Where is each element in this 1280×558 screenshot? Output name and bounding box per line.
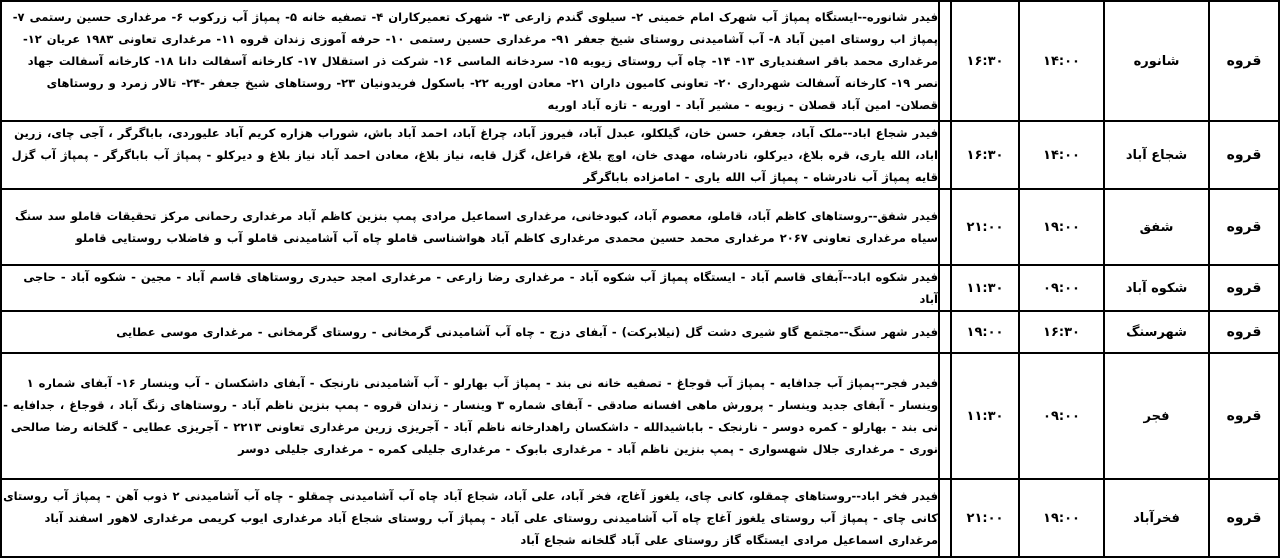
affected-areas-cell: فیدر فجر--پمپاژ آب جدافایه - پمپاژ آب قوجاغ - تصفیه خانه نی بند - پمپاژ آب بهارلو - آب آشامیدنی نارنجک - آبفای داشکسان - آب وینسار ۱۶- آبفای شماره ۱ وینسار - آبفای جدید وینسار - پرورش ماهی افسانه صادقی - آبفای شماره ۳ وینسار - زندان قروه - پمپ بنزین ناظم آباد - روستاهای زنگ آباد ، قوجاغ ، جدافایه - نی بند - بهارلو - کمره دوسر - نارنجک - باباشیدالله - داشکسان راهدارخانه ناظم آباد - آجریزی زرین مرغداری تعاونی ۲۲۱۳ - آجریزی عطایی - گلخانه رضا صالحی نوری - مرغداری جلال شهسواری - پمپ بنزین ناظم آباد - مرغداری بابوک - مرغداری جلیلی کمره - مرغداری جلیلی دوسر (1, 353, 939, 479)
start-time-cell: ۰۹:۰۰ (1019, 265, 1104, 311)
feeder-cell: فخرآباد (1104, 479, 1209, 557)
end-time-cell: ۱۶:۳۰ (951, 1, 1019, 121)
table-row (1, 1, 1279, 121)
spacer-cell (939, 353, 951, 479)
start-time-cell: ۱۴:۰۰ (1019, 121, 1104, 189)
feeder-cell: شفق (1104, 189, 1209, 265)
feeder-cell: شکوه آباد (1104, 265, 1209, 311)
end-time-cell: ۲۱:۰۰ (951, 479, 1019, 557)
spacer-cell (939, 121, 951, 189)
start-time-cell: ۱۶:۳۰ (1019, 311, 1104, 353)
spacer-cell (939, 479, 951, 557)
table-row (1, 479, 1279, 557)
spacer-cell (939, 311, 951, 353)
city-cell: قروه (1209, 353, 1279, 479)
end-time-cell: ۲۱:۰۰ (951, 189, 1019, 265)
affected-areas-cell: فیدر فخر اباد--روستاهای چمقلو، کانی چای، یلغوز آغاج، فخر آباد، علی آباد، شجاع آباد چاه آب آشامیدنی چمقلو - چاه آب آشامیدنی ۲ ذوب آهن - پمپاژ آب روستای کانی چای - پمپاژ آب روستای یلغوز آغاج چاه آب آشامیدنی روستای علی آباد - پمپاژ آب روستای شجاع آباد مرغداری ایوب کریمی مرغداری لاهور اسفند آباد مرغداری اسماعیل مرادی ایستگاه گاز روستای علی آباد گلخانه شجاع آباد (1, 479, 939, 557)
end-time-cell: ۱۶:۳۰ (951, 121, 1019, 189)
spacer-cell (939, 265, 951, 311)
spacer-cell (939, 1, 951, 121)
city-cell: قروه (1209, 311, 1279, 353)
affected-areas-cell: فیدر شکوه اباد--آبفای قاسم آباد - ایستگاه پمپاژ آب شکوه آباد - مرغداری رضا زارعی - مرغداری امجد حیدری روستاهای قاسم آباد - مجین - شکوه آباد - حاجی آباد (1, 265, 939, 311)
feeder-cell: شانوره (1104, 1, 1209, 121)
city-cell: قروه (1209, 479, 1279, 557)
end-time-cell: ۱۱:۳۰ (951, 265, 1019, 311)
table-row (1, 311, 1279, 353)
city-cell: قروه (1209, 1, 1279, 121)
end-time-cell: ۱۱:۳۰ (951, 353, 1019, 479)
affected-areas-cell: فیدر شجاع اباد--ملک آباد، جعفر، حسن خان، گیلکلو، عبدل آباد، فیروز آباد، چراغ آباد، احمد آباد باش، شوراب هزاره کریم آباد علیوردی، باباگرگر ، آجی چای، زرین اباد، الله یاری، قره بلاغ، دیرکلو، نادرشاه، مهدی خان، اوچ بلاغ، قراغل، گزل قایه، نیاز بلاغ، معادن احمد آباد نیاز بلاغ و دیرکلو - پمپاژ آب باباگرگر - پمپاژ آب گزل قایه پمپاژ آب نادرشاه - پمپاژ آب الله یاری - امامزاده باباگرگر (1, 121, 939, 189)
affected-areas-cell: فیدر شانوره--ایستگاه پمپاژ آب شهرک امام خمینی ۲- سیلوی گندم زارعی ۳- شهرک تعمیرکاران ۴- تصفیه خانه ۵- پمپاژ آب زرکوب ۶- مرغداری حسین رستمی ۷- پمپاژ اب روستای امین آباد ۸- آب آشامیدنی روستای شیخ جعفر ۹۱- مرغداری حسین رستمی ۱۰- حرفه آموزی زندان قروه ۱۱- مرغداری تعاونی ۱۹۸۳ عریان ۱۲- مرغداری محمد باقر اسفندیاری ۱۳- ۱۴- چاه آب روستای زیویه ۱۵- سردخانه الماسی ۱۶- شرکت ذر استقلال ۱۷- کارخانه آسفالت دانا ۱۸- کارخانه آسفالت جهاد نصر ۱۹- کارخانه آسفالت شهرداری ۲۰- تعاونی کامیون داران ۲۱- معادن اوریه ۲۲- باسکول فریدونیان ۲۳- روستاهای شیخ جعفر -۲۴- تالار زمرد و روستاهای قصلان- امین آباد قصلان - زیویه - مشیر آباد - اوریه - تازه آباد اوریه (1, 1, 939, 121)
table-row (1, 189, 1279, 265)
start-time-cell: ۰۹:۰۰ (1019, 353, 1104, 479)
start-time-cell: ۱۴:۰۰ (1019, 1, 1104, 121)
spacer-cell (939, 189, 951, 265)
start-time-cell: ۱۹:۰۰ (1019, 189, 1104, 265)
feeder-cell: فجر (1104, 353, 1209, 479)
start-time-cell: ۱۹:۰۰ (1019, 479, 1104, 557)
city-cell: قروه (1209, 265, 1279, 311)
affected-areas-cell: فیدر شفق--روستاهای کاظم آباد، قاملو، معصوم آباد، کبودخانی، مرغداری اسماعیل مرادی پمپ بنزین کاظم آباد مرغداری رحمانی مرکز تحقیقات قاملو سد سنگ سیاه مرغداری تعاونی ۲۰۶۷ مرغداری محمد حسین محمدی مرغداری کاظم آباد هواشناسی قاملو چاه آب آشامیدنی قاملو آب و فاضلاب روستایی قاملو (1, 189, 939, 265)
table-row (1, 353, 1279, 479)
affected-areas-cell: فیدر شهر سنگ--مجتمع گاو شیری دشت گل (نیلابرکت) - آبفای دزج - چاه آب آشامیدنی گرمخانی - روستای گرمخانی - مرغداری موسی عطایی (1, 311, 939, 353)
feeder-cell: شجاع آباد (1104, 121, 1209, 189)
table-row (1, 265, 1279, 311)
end-time-cell: ۱۹:۰۰ (951, 311, 1019, 353)
table-row (1, 121, 1279, 189)
feeder-cell: شهرسنگ (1104, 311, 1209, 353)
city-cell: قروه (1209, 189, 1279, 265)
city-cell: قروه (1209, 121, 1279, 189)
table-body (1, 1, 1279, 557)
